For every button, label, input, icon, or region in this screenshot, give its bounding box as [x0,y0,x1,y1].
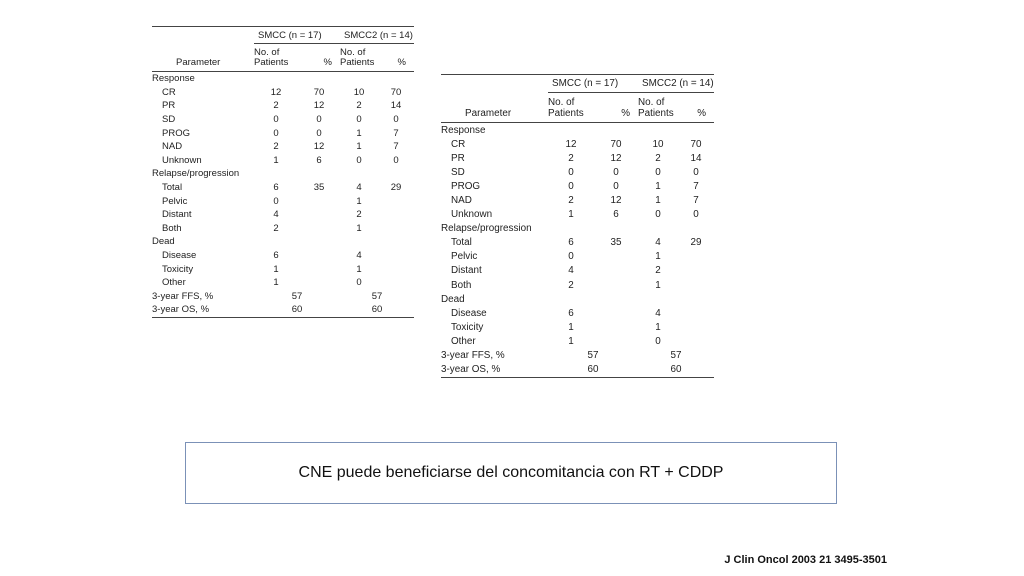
row-label: SD [451,166,465,178]
table-cell [298,222,340,236]
row-label: Dead [441,293,465,305]
table-cell [298,262,340,276]
conclusion-box [185,442,837,504]
table-row [152,72,414,86]
table-cell [678,278,714,292]
table-cell [594,250,638,264]
table-row [441,236,714,250]
table-cell [678,334,714,348]
row-label: Pelvic [162,195,188,207]
results-table-right [441,74,714,378]
table-cell [548,292,594,306]
table-cell: 0 [316,127,322,139]
table-cell: 70 [390,86,402,98]
table-cell: 7 [693,195,699,207]
table-cell: 12 [313,100,325,112]
table-cell: 0 [273,195,279,207]
table-cell: 1 [655,321,661,333]
group-header: SMCC2 (n = 14) [638,75,714,93]
table-cell: 4 [568,265,574,277]
summary-value: 57 [670,350,682,362]
table-row [441,363,714,378]
table-cell [298,249,340,263]
table-cell [594,292,638,306]
parameter-header: Parameter [441,93,548,123]
row-label: Relapse/progression [441,223,532,235]
table-cell [548,123,594,138]
table-cell [638,123,678,138]
table-cell: 12 [313,141,325,153]
table-cell: 0 [655,335,661,347]
row-label: Both [162,222,182,234]
row-label: Disease [162,250,197,262]
table-cell: 1 [356,127,362,139]
table-cell: 0 [568,180,574,192]
table-cell: 12 [610,152,622,164]
row-label: Response [152,73,195,85]
table-cell: 0 [393,114,399,126]
column-header: % [594,93,638,123]
table-cell: 2 [356,209,362,221]
table-cell [638,222,678,236]
table-cell: 70 [690,138,702,150]
row-label: NAD [451,195,472,207]
table-cell [594,320,638,334]
table-row [441,278,714,292]
table-row [152,167,414,181]
row-label: Unknown [162,154,202,166]
table-cell: 35 [610,237,622,249]
row-label: Unknown [451,209,493,221]
table-cell: 2 [273,141,279,153]
header-group-row [152,27,414,44]
table-row [441,151,714,165]
table-cell: 1 [356,222,362,234]
row-label: Response [441,124,486,136]
table-cell: 1 [356,141,362,153]
row-label: SD [162,114,176,126]
table-cell: 4 [356,250,362,262]
table-cell [298,72,340,86]
header-spacer [441,75,548,93]
table-cell: 2 [273,222,279,234]
table-row [152,99,414,113]
table-cell: 1 [273,277,279,289]
table-cell: 0 [273,127,279,139]
table-cell: 10 [652,138,664,150]
table-cell: 0 [273,114,279,126]
table-row [441,123,714,138]
table-cell: 1 [568,335,574,347]
summary-value: 60 [254,303,340,317]
table-cell: 1 [356,195,362,207]
table-cell [678,123,714,138]
row-label: Total [162,182,183,194]
table-cell: 1 [655,279,661,291]
table-row [152,194,414,208]
table-cell: 1 [273,154,279,166]
table-row [152,86,414,100]
table-cell: 1 [655,180,661,192]
column-header: % [378,44,414,72]
table-cell: 4 [356,182,362,194]
table-row [152,113,414,127]
column-header: No. of Patients [548,93,594,123]
row-label: Other [162,277,186,289]
table-row [441,306,714,320]
table-cell: 2 [273,100,279,112]
header-spacer [152,27,254,44]
table-row [441,292,714,306]
table-cell: 4 [273,209,279,221]
table-cell: 2 [568,195,574,207]
row-label: CR [162,86,176,98]
table-cell [378,262,414,276]
row-label: Toxicity [162,263,194,275]
table-row [441,179,714,193]
table-cell: 7 [393,141,399,153]
table-row [152,154,414,168]
table-cell: 4 [655,307,661,319]
table-cell: 0 [393,154,399,166]
table-cell [340,167,378,181]
table-cell: 1 [568,209,574,221]
group-header: SMCC (n = 17) [254,27,340,44]
table-cell: 0 [568,251,574,263]
table-row [441,250,714,264]
table-cell: 29 [690,237,702,249]
table-row [441,264,714,278]
table-cell [594,222,638,236]
row-label: Pelvic [451,251,478,263]
summary-value: 60 [638,363,714,378]
table-cell [594,306,638,320]
table-cell: 0 [356,154,362,166]
table-cell: 4 [655,237,661,249]
table-cell: 6 [273,182,279,194]
row-label: Dead [152,236,175,248]
table-cell: 0 [655,166,661,178]
table-cell: 1 [273,263,279,275]
table-row [152,140,414,154]
table-cell [298,167,340,181]
table-cell [594,278,638,292]
table-cell [340,72,378,86]
table-cell: 12 [270,86,282,98]
row-label: PROG [451,180,481,192]
conclusion-text: CNE puede beneficiarse del concomitancia con RT + CDDP [298,464,724,481]
table-row [152,276,414,290]
table-row [441,222,714,236]
row-label: Disease [451,307,487,319]
summary-value: 57 [587,350,599,362]
row-label: Both [451,279,472,291]
table-cell [254,72,298,86]
table-cell [548,222,594,236]
table-row [441,193,714,207]
table-cell: 1 [655,251,661,263]
table-cell: 2 [568,279,574,291]
table-cell: 1 [655,195,661,207]
table-cell: 10 [353,86,365,98]
row-label: Toxicity [451,321,484,333]
table-cell: 0 [655,209,661,221]
table-cell: 14 [390,100,402,112]
table-cell [678,320,714,334]
table-cell: 6 [316,154,322,166]
table-cell: 0 [693,209,699,221]
column-header: No. of Patients [638,93,678,123]
table-cell: 1 [568,321,574,333]
table-cell: 2 [356,100,362,112]
table-cell: 70 [610,138,622,150]
table-cell: 6 [613,209,619,221]
table-cell [594,123,638,138]
table-cell: 2 [568,152,574,164]
column-header: No. of Patients [340,44,378,72]
table-cell: 0 [568,166,574,178]
table-cell [678,250,714,264]
row-label: 3-year OS, % [152,303,254,317]
table-cell: 0 [613,180,619,192]
table-row [152,181,414,195]
table-row [441,137,714,151]
group-header: SMCC (n = 17) [548,75,638,93]
table-cell [378,222,414,236]
table-cell [378,249,414,263]
row-label: PR [451,152,465,164]
row-label: 3-year OS, % [441,363,548,378]
row-label: PR [162,100,176,112]
table-cell: 6 [273,250,279,262]
table-cell: 2 [655,152,661,164]
table-cell [594,264,638,278]
header-sub-row [441,93,714,123]
table-cell: 14 [690,152,702,164]
row-label: 3-year FFS, % [152,290,214,302]
table-cell [594,334,638,348]
table-cell [378,72,414,86]
table-row [152,126,414,140]
table-cell [298,276,340,290]
group-header: SMCC2 (n = 14) [340,27,414,44]
table-cell: 0 [613,166,619,178]
table-row [152,222,414,236]
row-label: NAD [162,141,183,153]
header-sub-row [152,44,414,72]
table-cell [378,167,414,181]
header-group-row [441,75,714,93]
table-cell: 29 [390,182,402,194]
table-cell: 12 [610,195,622,207]
table-cell: 35 [313,182,325,194]
summary-value: 57 [371,290,383,302]
table-cell [298,235,340,249]
table-cell [678,306,714,320]
table-cell [340,235,378,249]
table-cell [678,292,714,306]
table-row [152,208,414,222]
table-cell: 0 [316,114,322,126]
table-cell [298,208,340,222]
row-label: Other [451,335,476,347]
column-header: % [298,44,340,72]
row-label: 3-year FFS, % [441,350,505,362]
citation: J Clin Oncol 2003 21 3495-3501 [724,554,887,566]
table-cell: 7 [693,180,699,192]
summary-value: 57 [291,290,303,302]
parameter-header: Parameter [152,44,254,72]
summary-value: 60 [340,303,414,317]
table-cell [254,235,298,249]
row-label: PROG [162,127,190,139]
table-cell [678,264,714,278]
table-cell: 6 [568,237,574,249]
table-cell: 1 [356,263,362,275]
table-cell: 0 [693,166,699,178]
table-cell: 0 [356,114,362,126]
table-row [441,349,714,363]
table-row [152,262,414,276]
table-cell: 2 [655,265,661,277]
table-row [441,165,714,179]
row-label: Distant [162,209,192,221]
table-cell [638,292,678,306]
table-cell [678,222,714,236]
row-label: CR [451,138,466,150]
table-cell: 12 [565,138,577,150]
table-cell [254,167,298,181]
column-header: No. of Patients [254,44,298,72]
row-label: Total [451,237,472,249]
table-cell [378,194,414,208]
table-cell [378,276,414,290]
table-row [152,235,414,249]
table-row [152,249,414,263]
table-row [152,303,414,317]
table-row [441,320,714,334]
table-cell: 7 [393,127,399,139]
row-label: Relapse/progression [152,168,240,180]
summary-value: 60 [548,363,638,378]
table-cell: 70 [313,86,325,98]
table-cell: 0 [356,277,362,289]
results-table-left [152,26,414,318]
table-row [441,334,714,348]
table-row [152,290,414,304]
row-label: Distant [451,265,482,277]
table-cell [378,235,414,249]
table-cell [298,194,340,208]
table-cell [378,208,414,222]
table-cell: 6 [568,307,574,319]
column-header: % [678,93,714,123]
table-row [441,208,714,222]
